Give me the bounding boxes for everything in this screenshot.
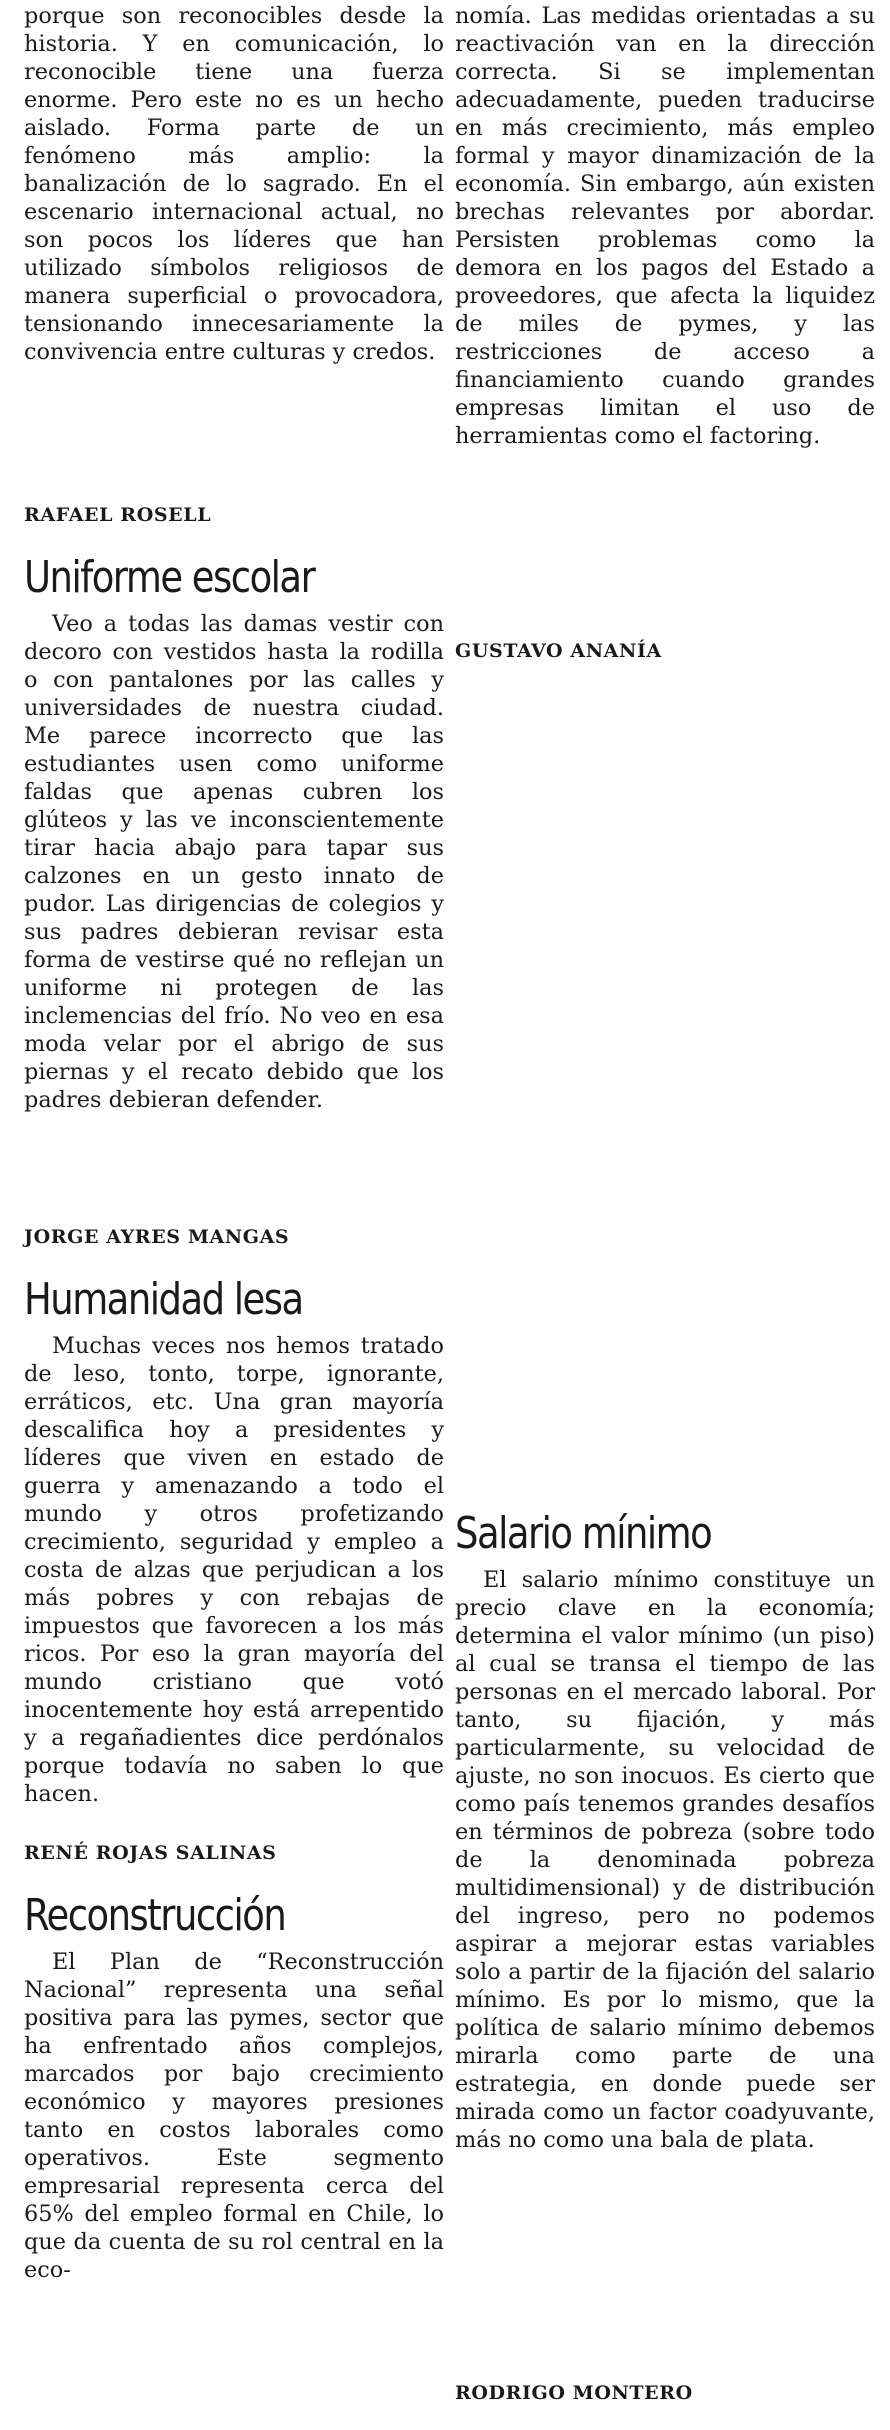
- letter-signature: RAFAEL ROSELL: [24, 504, 212, 526]
- letter-body: Veo a todas las damas vestir con decoro con vestidos hasta la rodilla o con pantalones por las calles y universidades de nuestra ciudad. Me parece incorrecto que las estudiantes usen como uniforme faldas que apenas cubren los glúteos y las ve inconscientemente tirar hacia abajo para tapar sus calzones en un gesto innato de pudor. Las dirigencias de colegios y sus padres debieran revisar esta forma de vestirse qué no reflejan un uniforme ni protegen de las inclemencias del frío. No veo en esa moda velar por el abrigo de sus piernas y el recato debido que los padres debieran defender.: [24, 611, 444, 1113]
- letter-signature: JORGE AYRES MANGAS: [24, 1226, 290, 1248]
- letter-title: Reconstrucción: [24, 1890, 286, 1941]
- letter-title: Humanidad lesa: [24, 1274, 303, 1325]
- letter-signature: RENÉ ROJAS SALINAS: [24, 1842, 277, 1864]
- letter-body: El salario mínimo constituye un precio clave en la economía; determina el valor mínimo (un piso) al cual se transa el tiempo de las personas en el mercado laboral. Por tanto, su fijación, y más particularmente, su velocidad de ajuste, no son inocuos. Es cierto que como país tenemos grandes desafíos en términos de pobreza (sobre todo de la denominada pobreza multidimensional) y de distribución del ingreso, pero no podemos aspirar a mejorar estas variables solo a partir de la fijación del salario mínimo. Es por lo mismo, que la política de salario mínimo debemos mirarla como parte de una estrategia, en donde puede ser mirada como un factor coadyuvante, más no como una bala de plata.: [455, 1567, 875, 2153]
- letter-body: El Plan de “Reconstrucción Nacional” representa una señal positiva para las pymes, sector que ha enfrentado años complejos, marcados por bajo crecimiento económico y mayores presiones tanto en costos laborales como operativos. Este segmento empresarial representa cerca del 65% del empleo formal en Chile, lo que da cuenta de su rol central en la eco-: [24, 1949, 444, 2283]
- continuation-text: porque son reconocibles desde la historia. Y en comunicación, lo reconocible tiene una fuerza enorme. Pero este no es un hecho aislado. Forma parte de un fenómeno más amplio: la banalización de lo sagrado. En el escenario internacional actual, no son pocos los líderes que han utilizado símbolos religiosos de manera superficial o provocadora, tensionando innecesariamente la convivencia entre culturas y credos.: [24, 3, 444, 365]
- letter-title: Uniforme escolar: [24, 552, 315, 603]
- letter-signature: RODRIGO MONTERO: [455, 2382, 693, 2404]
- continuation-text: nomía. Las medidas orientadas a su reactivación van en la dirección correcta. Si se implementan adecuadamente, pueden traducirse en más crecimiento, más empleo formal y mayor dinamización de la economía. Sin embargo, aún existen brechas relevantes por abordar. Persisten problemas como la demora en los pagos del Estado a proveedores, que afecta la liquidez de miles de pymes, y las restricciones de acceso a financiamiento cuando grandes empresas limitan el uso de herramientas como el factoring.: [455, 3, 875, 449]
- letter-signature: GUSTAVO ANANÍA: [455, 640, 662, 662]
- letter-title: Salario mínimo: [455, 1508, 712, 1559]
- letter-body: Muchas veces nos hemos tratado de leso, tonto, torpe, ignorante, erráticos, etc. Una gran mayoría descalifica hoy a presidentes y líderes que viven en estado de guerra y amenazando a todo el mundo y otros profetizando crecimiento, seguridad y empleo a costa de alzas que perjudican a los más pobres y con rebajas de impuestos que favorecen a los más ricos. Por eso la gran mayoría del mundo cristiano que votó inocentemente hoy está arrepentido y a regañadientes dice perdónalos porque todavía no saben lo que hacen.: [24, 1333, 444, 1807]
